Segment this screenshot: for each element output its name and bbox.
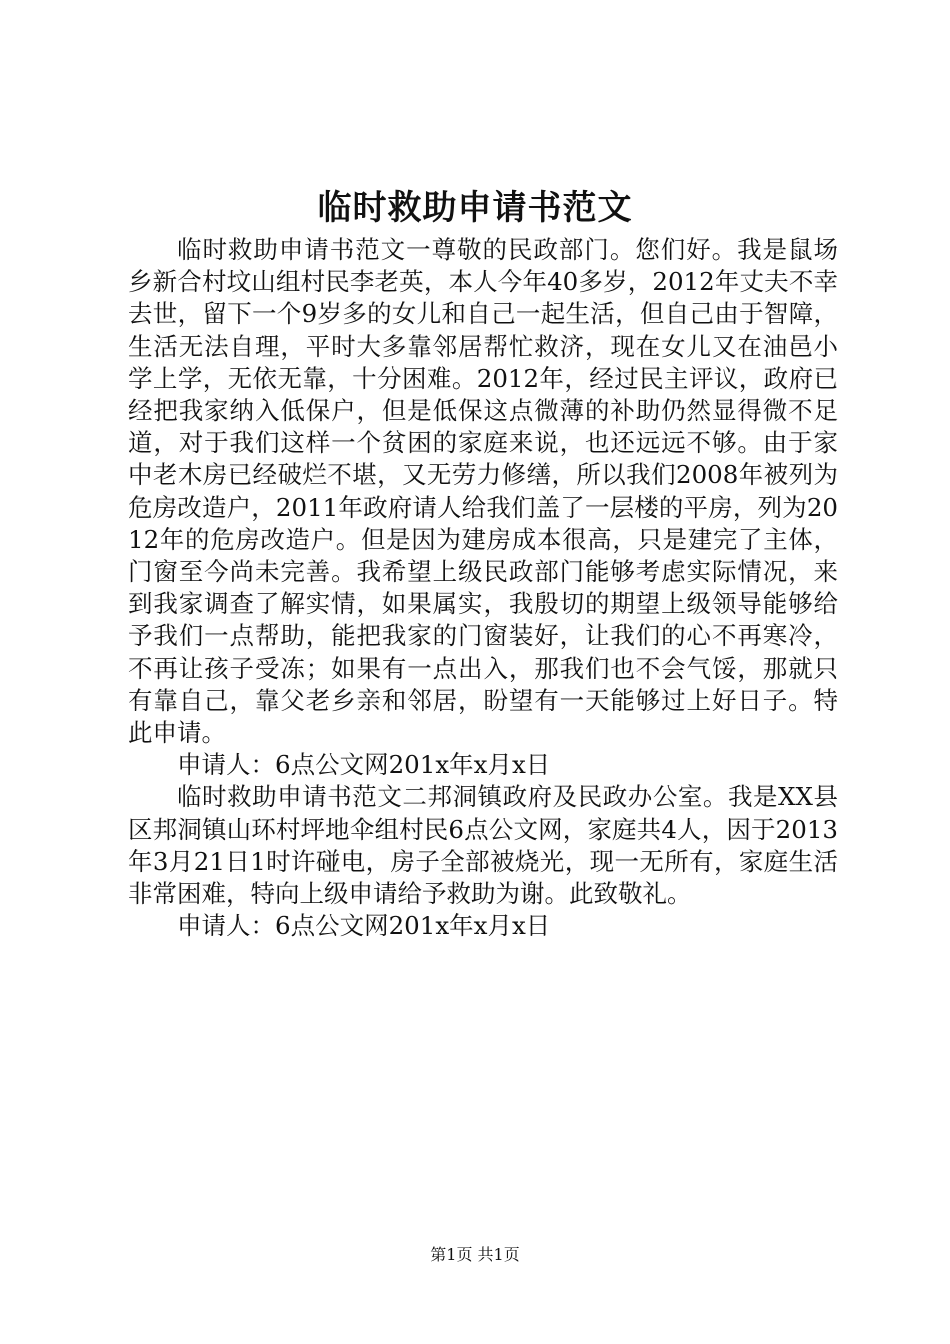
signature-line-one: 申请人：6点公文网201x年x月x日 <box>177 750 551 780</box>
page-footer: 第1页 共1页 <box>430 1245 520 1264</box>
paragraph-letter-two: 临时救助申请书范文二邦洞镇政府及民政办公室。我是XX县区邦洞镇山环村坪地伞组村民6点公文网，家庭共4人，因于2013年3月21日1时许碰电，房子全部被烧光，现一无所有，家庭生活非常困难，特向上级申请给予救助为谢。此致敬礼。 <box>128 782 838 909</box>
document-title: 临时救助申请书范文 <box>317 188 633 228</box>
document-body <box>128 234 838 942</box>
paragraph-letter-one: 临时救助申请书范文一尊敬的民政部门。您们好。我是鼠场乡新合村坟山组村民李老英，本人今年40多岁，2012年丈夫不幸去世，留下一个9岁多的女儿和自己一起生活，但自己由于智障，生活无法自理，平时大多靠邻居帮忙救济，现在女儿又在油邑小学上学，无依无靠，十分困难。2012年，经过民主评议，政府已经把我家纳入低保户，但是低保这点微薄的补助仍然显得微不足道，对于我们这样一个贫困的家庭来说，也还远远不够。由于家中老木房已经破烂不堪，又无劳力修缮，所以我们2008年被列为危房改造户，2011年政府请人给我们盖了一层楼的平房，列为2012年的危房改造户。但是因为建房成本很高，只是建完了主体，门窗至今尚未完善。我希望上级民政部门能够考虑实际情况，来到我家调查了解实情，如果属实，我殷切的期望上级领导能够给予我们一点帮助，能把我家的门窗装好，让我们的心不再寒冷，不再让孩子受冻；如果有一点出入，那我们也不会气馁，那就只有靠自己，靠父老乡亲和邻居，盼望有一天能够过上好日子。特此申请。 <box>128 235 838 748</box>
signature-line-two: 申请人：6点公文网201x年x月x日 <box>177 911 551 941</box>
